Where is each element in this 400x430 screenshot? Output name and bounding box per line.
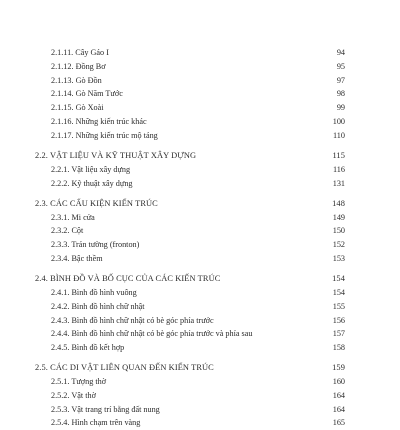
toc-entry [0, 416, 400, 430]
toc-entry [0, 341, 400, 355]
entry-number: 2.1.17. [51, 130, 74, 140]
entry-title [51, 416, 140, 430]
page-number: 158 [332, 343, 345, 353]
entry-title-text: Vật thờ [71, 390, 96, 400]
entry-number: 2.4.5. [51, 343, 70, 353]
entry-title-text: Bình đồ hình vuông [71, 287, 137, 297]
page-number: 164 [332, 404, 345, 414]
entry-title-text: Bình đồ hình chữ nhật có bè góc phía trước và phía sau [71, 329, 253, 339]
entry-number: 2.1.12. [51, 61, 74, 71]
page-number: 131 [332, 178, 345, 188]
entry-number: 2.4.2. [51, 301, 70, 311]
entry-title-text: Gò Đồn [75, 75, 102, 85]
entry-title [51, 286, 137, 300]
toc-entry [0, 46, 400, 60]
toc-section-heading [0, 361, 400, 375]
page-number: 149 [332, 212, 345, 222]
toc-entry [0, 286, 400, 300]
toc-entry [0, 327, 400, 341]
entry-number: 2.1.15. [51, 103, 74, 113]
entry-title [51, 375, 106, 389]
page-number: 94 [336, 48, 345, 57]
entry-number: 2.5. [35, 363, 48, 373]
entry-number: 2.3.4. [51, 253, 70, 263]
entry-number: 2.3. [35, 198, 48, 208]
page-number: 153 [332, 253, 345, 263]
entry-title [51, 60, 106, 74]
entry-title [51, 115, 147, 129]
entry-number: 2.4.3. [51, 315, 70, 325]
section-heading-title [35, 197, 158, 211]
entry-title [51, 314, 214, 328]
entry-number: 2.2. [35, 150, 48, 160]
entry-title [51, 300, 145, 314]
entry-number: 2.5.2. [51, 390, 70, 400]
entry-title [51, 46, 109, 60]
toc-entry [0, 129, 400, 143]
page-number: 155 [332, 301, 345, 311]
page-number: 164 [332, 390, 345, 400]
toc-entry [0, 87, 400, 101]
page-number: 165 [332, 418, 345, 428]
entry-title-text: Bình đồ hình chữ nhật có bè góc phía trước [71, 315, 214, 325]
toc-section-heading [0, 197, 400, 211]
entry-title [51, 163, 130, 177]
page-number: 97 [336, 75, 345, 85]
toc-entry [0, 211, 400, 225]
section-heading-title [35, 272, 220, 286]
page-number: 152 [332, 240, 345, 250]
entry-number: 2.5.1. [51, 377, 70, 387]
entry-title [51, 252, 103, 266]
toc-entry [0, 101, 400, 115]
section-heading-title [35, 361, 214, 375]
entry-title-text: CÁC CẤU KIỆN KIẾN TRÚC [50, 198, 158, 208]
entry-title [51, 101, 104, 115]
entry-title-text: Bậc thềm [71, 253, 103, 263]
entry-title [51, 129, 158, 143]
entry-number: 2.1.11. [51, 48, 74, 57]
toc-section-heading [0, 272, 400, 286]
entry-title-text: Gò Năm Tước [75, 89, 123, 99]
entry-title [51, 389, 96, 403]
entry-number: 2.5.4. [51, 418, 70, 428]
toc-entry [0, 314, 400, 328]
table-of-contents [0, 46, 400, 430]
entry-number: 2.4.1. [51, 287, 70, 297]
toc-section-heading [0, 149, 400, 163]
entry-title [51, 211, 95, 225]
toc-entry [0, 238, 400, 252]
entry-title [51, 327, 252, 341]
toc-entry [0, 403, 400, 417]
page-number: 154 [332, 274, 345, 284]
page-number: 115 [332, 150, 345, 160]
entry-title-text: Bình đồ kết hợp [71, 343, 125, 353]
entry-title [51, 238, 139, 252]
page-number: 148 [332, 198, 345, 208]
page-number: 160 [332, 377, 345, 387]
page-number: 95 [336, 61, 345, 71]
entry-title-text: Cây Gáo I [75, 48, 109, 57]
page-number: 110 [333, 130, 345, 140]
entry-title-text: Hình chạm trên vàng [71, 418, 141, 428]
entry-number: 2.1.14. [51, 89, 74, 99]
page-number: 156 [332, 315, 345, 325]
entry-number: 2.1.13. [51, 75, 74, 85]
toc-entry [0, 389, 400, 403]
toc-entry [0, 252, 400, 266]
entry-title-text: Những kiến trúc mộ táng [75, 130, 158, 140]
section-heading-title [35, 149, 196, 163]
page-number: 100 [332, 116, 345, 126]
entry-title-text: CÁC DI VẬT LIÊN QUAN ĐẾN KIẾN TRÚC [50, 363, 214, 373]
entry-title-text: Trán tường (fronton) [71, 240, 140, 250]
entry-title-text: VẬT LIỆU VÀ KỸ THUẬT XÂY DỰNG [50, 150, 197, 160]
entry-number: 2.3.1. [51, 212, 70, 222]
entry-title [51, 224, 83, 238]
page-number: 154 [332, 287, 345, 297]
entry-title-text: Đồng Bơ [75, 61, 106, 71]
entry-title [51, 341, 124, 355]
page-number: 98 [336, 89, 345, 99]
entry-number: 2.1.16. [51, 116, 74, 126]
page-number: 157 [332, 329, 345, 339]
toc-entry [0, 177, 400, 191]
entry-title-text: Vật liệu xây dựng [71, 164, 131, 174]
entry-number: 2.2.1. [51, 164, 70, 174]
page-number: 150 [332, 226, 345, 236]
page-number: 116 [333, 164, 345, 174]
toc-entry [0, 163, 400, 177]
entry-number: 2.5.3. [51, 404, 70, 414]
entry-title [51, 74, 102, 88]
entry-title-text: Bình đồ hình chữ nhật [71, 301, 145, 311]
entry-title-text: Vật trang trí bằng đất nung [71, 404, 160, 414]
toc-entry [0, 115, 400, 129]
entry-title-text: Kỹ thuật xây dựng [71, 178, 133, 188]
entry-title-text: Gò Xoài [75, 103, 104, 113]
page-number: 159 [332, 363, 345, 373]
entry-title [51, 87, 123, 101]
entry-title-text: Mi cửa [71, 212, 95, 222]
page-number: 99 [336, 103, 345, 113]
entry-title [51, 403, 160, 417]
entry-title [51, 177, 133, 191]
toc-entry [0, 300, 400, 314]
entry-number: 2.4. [35, 274, 48, 284]
entry-number: 2.3.3. [51, 240, 70, 250]
entry-title-text: BÌNH ĐỒ VÀ BỐ CỤC CỦA CÁC KIẾN TRÚC [50, 274, 221, 284]
entry-number: 2.3.2. [51, 226, 70, 236]
toc-entry [0, 375, 400, 389]
entry-title-text: Tượng thờ [71, 377, 107, 387]
entry-number: 2.2.2. [51, 178, 70, 188]
entry-title-text: Những kiến trúc khác [75, 116, 147, 126]
entry-number: 2.4.4. [51, 329, 70, 339]
toc-entry [0, 60, 400, 74]
entry-title-text: Cột [71, 226, 84, 236]
toc-entry [0, 224, 400, 238]
toc-entry [0, 74, 400, 88]
